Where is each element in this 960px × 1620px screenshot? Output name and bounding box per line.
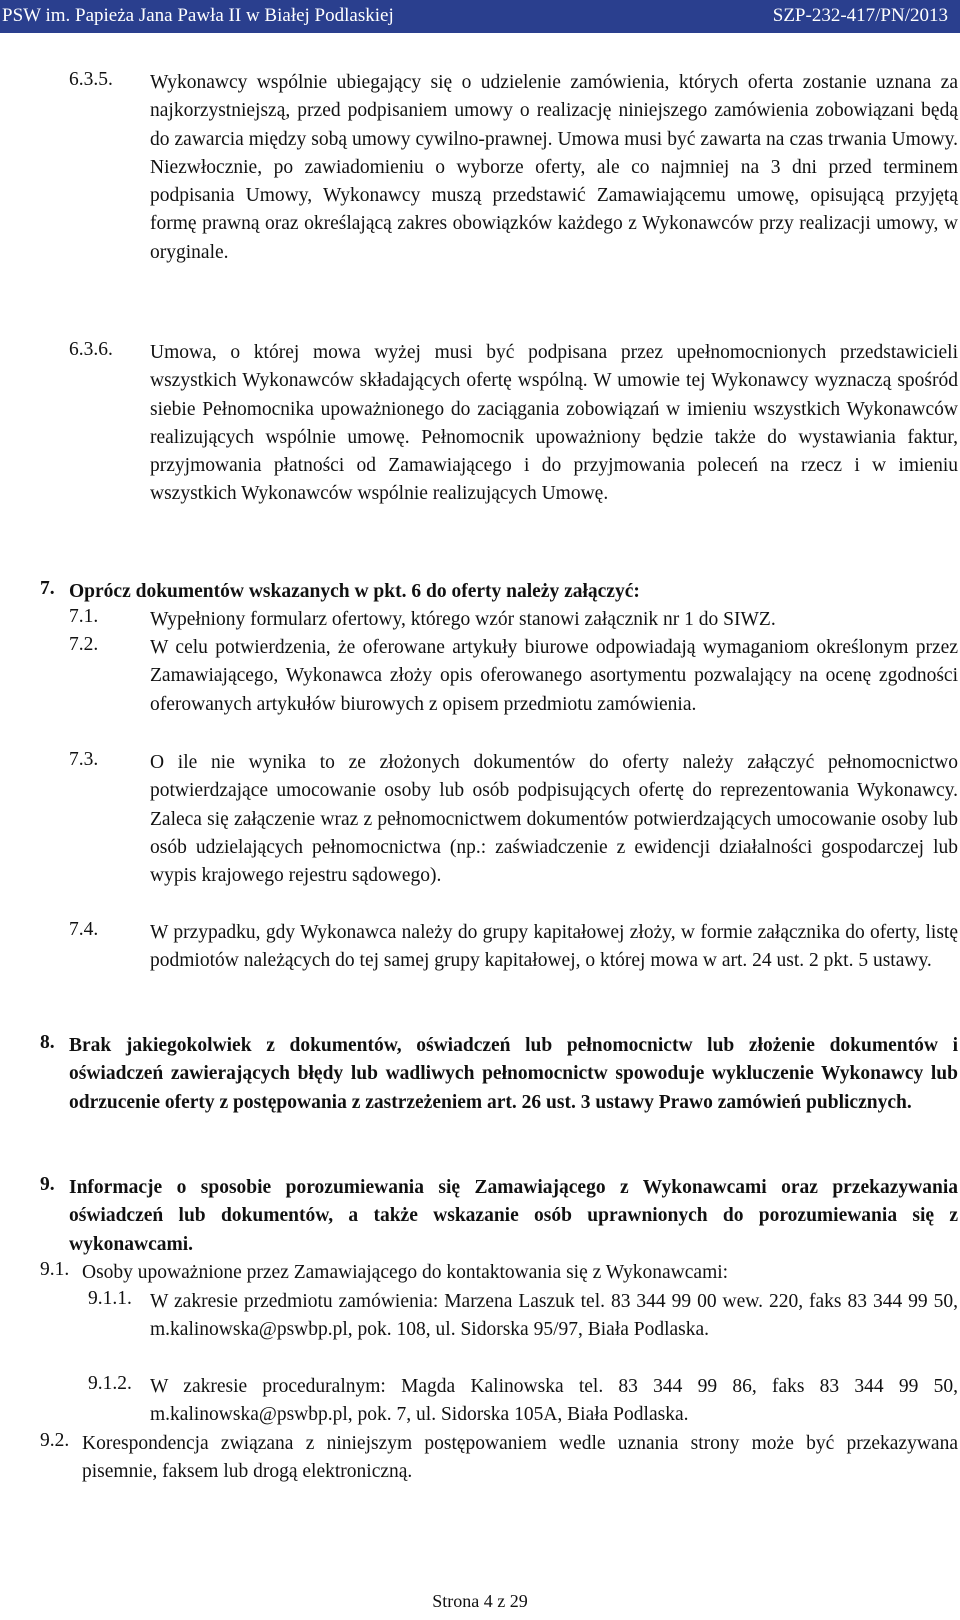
section-number: 9. <box>40 1174 55 1195</box>
paragraph-text: Korespondencja związana z niniejszym postępowaniem wedle uznania strony może być przekazywana pisemnie, faksem lub drogą elektroniczną. <box>82 1433 958 1483</box>
paragraph-text: Osoby upoważnione przez Zamawiającego do kontaktowania się z Wykonawcami: <box>82 1262 729 1283</box>
paragraph-number: 9.1.1. <box>88 1288 132 1309</box>
page-number: Strona 4 z 29 <box>432 1591 528 1611</box>
paragraph-number: 7.3. <box>69 749 99 770</box>
section-title: Informacje o sposobie porozumiewania się Zamawiającego z Wykonawcami oraz przekazywania oświadczeń lub dokumentów, a także wskazanie osób uprawnionych do porozumiewania się z wykonawcami. <box>69 1177 958 1255</box>
header-institution: PSW im. Papieża Jana Pawła II w Białej Podlaskiej <box>2 5 394 26</box>
paragraph-text: O ile nie wynika to ze złożonych dokumentów do oferty należy załączyć pełnomocnictwo potwierdzające umocowanie osoby lub osób podpisujących ofertę do reprezentowania Wykonawcy. Zaleca się załączenie wraz z pełnomocnictwem dokumentów potwierdzających umocowanie osoby lub osób udzielających pełnomocnictwa (np.: zaświadczenie z ewidencji działalności gospodarczej lub wypis krajowego rejestru sądowego). <box>150 752 958 887</box>
paragraph-number: 9.1. <box>40 1259 70 1280</box>
paragraph-number: 7.4. <box>69 919 99 940</box>
paragraph-text: Wykonawcy wspólnie ubiegający się o udzielenie zamówienia, których oferta zostanie uznana za najkorzystniejszą, przed podpisaniem umowy o realizację niniejszego zamówienia zobowiązani będą do zawarcia między sobą umowy cywilno-prawnej. Umowa musi być zawarta na czas trwania Umowy. Niezwłocznie, po zawiadomieniu o wyborze oferty, ale co najmniej na 3 dni przed terminem podpisania Umowy, Wykonawcy muszą przedstawić Zamawiającemu umowę, opisującą przyjętą formę prawną oraz określającą zakres obowiązków każdego z Wykonawców przy realizacji umowy, w oryginale. <box>150 72 958 263</box>
section-number: 8. <box>40 1032 55 1053</box>
section-text: Brak jakiegokolwiek z dokumentów, oświadczeń lub pełnomocnictw lub złożenie dokumentów i oświadczeń zawierających błędy lub wadliwych pełnomocnictw spowoduje wykluczenie Wykonawcy lub odrzucenie oferty z postępowania z zastrzeżeniem art. 26 ust. 3 ustawy Prawo zamówień publicznych. <box>69 1035 958 1113</box>
paragraph-text: Umowa, o której mowa wyżej musi być podpisana przez upełnomocnionych przedstawicieli wszystkich Wykonawców składających ofertę wspólną. W umowie tej Wykonawcy wyznaczą spośród siebie Pełnomocnika upoważnionego do zaciągania zobowiązań w imieniu wszystkich Wykonawców realizujących wspólnie umowę. Pełnomocnik upoważniony będzie także do wystawiania faktur, przyjmowania płatności od Zamawiającego i do przyjmowania poleceń na rzecz i w imieniu wszystkich Wykonawców wspólnie realizujących Umowę. <box>150 342 958 505</box>
paragraph-number: 9.2. <box>40 1430 70 1451</box>
paragraph-text: W celu potwierdzenia, że oferowane artykuły biurowe odpowiadają wymaganiom określonym przez Zamawiającego, Wykonawca złoży opis oferowanego asortymentu pozwalający na ocenę zgodności oferowanych artykułów biurowych z opisem przedmiotu zamówienia. <box>150 637 958 715</box>
paragraph-number: 7.1. <box>69 606 99 627</box>
page-header <box>0 0 960 33</box>
paragraph-text: Wypełniony formularz ofertowy, którego wzór stanowi załącznik nr 1 do SIWZ. <box>150 609 776 630</box>
paragraph-number: 6.3.5. <box>69 69 113 90</box>
paragraph-text: W przypadku, gdy Wykonawca należy do grupy kapitałowej złoży, w formie załącznika do oferty, listę podmiotów należących do tej samej grupy kapitałowej, o której mowa w art. 24 ust. 2 pkt. 5 ustawy. <box>150 922 958 972</box>
paragraph-number: 6.3.6. <box>69 339 113 360</box>
paragraph-text: W zakresie proceduralnym: Magda Kalinowska tel. 83 344 99 86, faks 83 344 99 50, m.kalinowska@pswbp.pl, pok. 7, ul. Sidorska 105A, Biała Podlaska. <box>150 1376 958 1426</box>
section-number: 7. <box>40 578 55 599</box>
paragraph-text: W zakresie przedmiotu zamówienia: Marzena Laszuk tel. 83 344 99 00 wew. 220, faks 83 344 99 50, m.kalinowska@pswbp.pl, pok. 108, ul. Sidorska 95/97, Biała Podlaska. <box>150 1291 958 1341</box>
header-reference-number: SZP-232-417/PN/2013 <box>772 5 948 26</box>
paragraph-number: 7.2. <box>69 634 99 655</box>
paragraph-number: 9.1.2. <box>88 1373 132 1394</box>
section-title: Oprócz dokumentów wskazanych w pkt. 6 do oferty należy załączyć: <box>69 581 640 602</box>
